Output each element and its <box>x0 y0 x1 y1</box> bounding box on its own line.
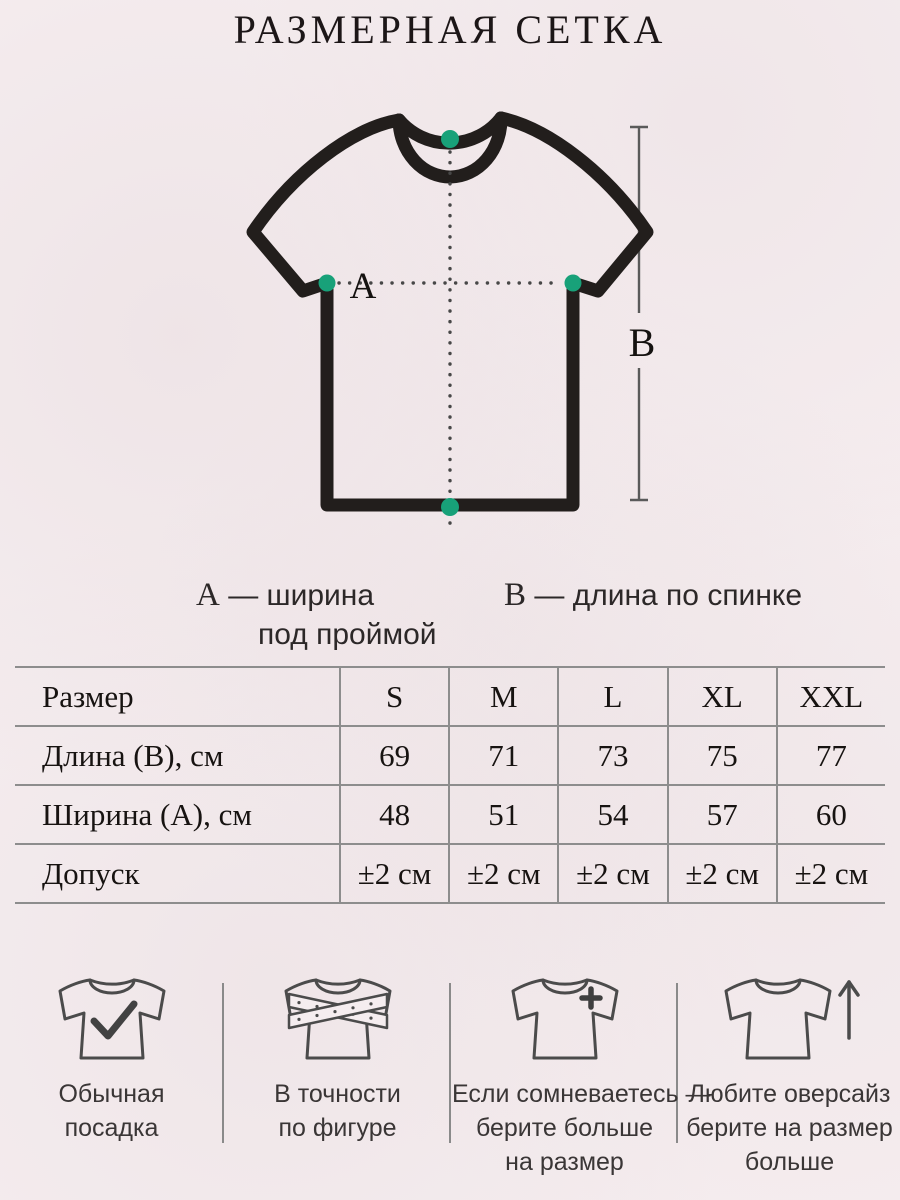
size-col-xxl: XXL <box>776 668 885 727</box>
legend-a-text: — ширина <box>228 579 375 612</box>
tip-true-to-size: В точности по фигуре <box>225 952 450 1145</box>
length-l: 73 <box>557 727 666 786</box>
checkmark-icon <box>94 1004 134 1036</box>
length-measure-line <box>630 127 648 500</box>
plus-icon <box>582 989 600 1007</box>
length-s: 69 <box>339 727 448 786</box>
tshirt-plus-icon <box>490 966 640 1071</box>
size-col-m: M <box>448 668 557 727</box>
measuring-tapes <box>289 994 387 1028</box>
tshirt-arrow-up-icon <box>715 966 865 1071</box>
tolerance-m: ±2 см <box>448 845 557 904</box>
legend-a-letter: А <box>196 577 220 613</box>
tolerance-s: ±2 см <box>339 845 448 904</box>
row-width-label: Ширина (А), см <box>15 786 339 845</box>
tip-size-up-if-unsure: Если сомневаетесь — берите больше на размер <box>452 952 677 1179</box>
size-col-s: S <box>339 668 448 727</box>
neck-point <box>441 130 459 148</box>
row-tolerance-label: Допуск <box>15 845 339 904</box>
legend-a-text2: под проймой <box>258 618 437 651</box>
tip-regular-fit: Обычная посадка <box>0 952 223 1145</box>
left-armpit-point <box>319 275 336 292</box>
length-m: 71 <box>448 727 557 786</box>
right-armpit-point <box>565 275 582 292</box>
table-header-label: Размер <box>15 668 339 727</box>
size-col-xl: XL <box>667 668 776 727</box>
tolerance-l: ±2 см <box>557 845 666 904</box>
tolerance-xl: ±2 см <box>667 845 776 904</box>
row-length-label: Длина (В), см <box>15 727 339 786</box>
tshirt-measure-diagram <box>0 55 900 560</box>
length-xxl: 77 <box>776 727 885 786</box>
legend-length <box>504 576 802 615</box>
size-col-l: L <box>557 668 666 727</box>
size-table <box>15 666 885 904</box>
dotted-guides <box>339 152 561 532</box>
legend-width <box>196 576 437 654</box>
width-xl: 57 <box>667 786 776 845</box>
width-xxl: 60 <box>776 786 885 845</box>
tolerance-xxl: ±2 см <box>776 845 885 904</box>
legend-b-letter: В <box>504 577 527 613</box>
arrow-up-icon <box>840 982 858 1038</box>
tshirt-check-icon <box>37 966 187 1071</box>
label-a: А <box>349 266 377 307</box>
width-m: 51 <box>448 786 557 845</box>
tshirt-tape-icon <box>263 966 413 1071</box>
width-l: 54 <box>557 786 666 845</box>
length-xl: 75 <box>667 727 776 786</box>
page-title: РАЗМЕРНАЯ СЕТКА <box>233 7 667 52</box>
tip-oversize: Любите оверсайз берите на размер больше <box>679 952 900 1179</box>
hem-point <box>441 498 459 516</box>
legend-b-text: — длина по спинке <box>534 579 803 612</box>
label-b: В <box>628 320 656 365</box>
width-s: 48 <box>339 786 448 845</box>
